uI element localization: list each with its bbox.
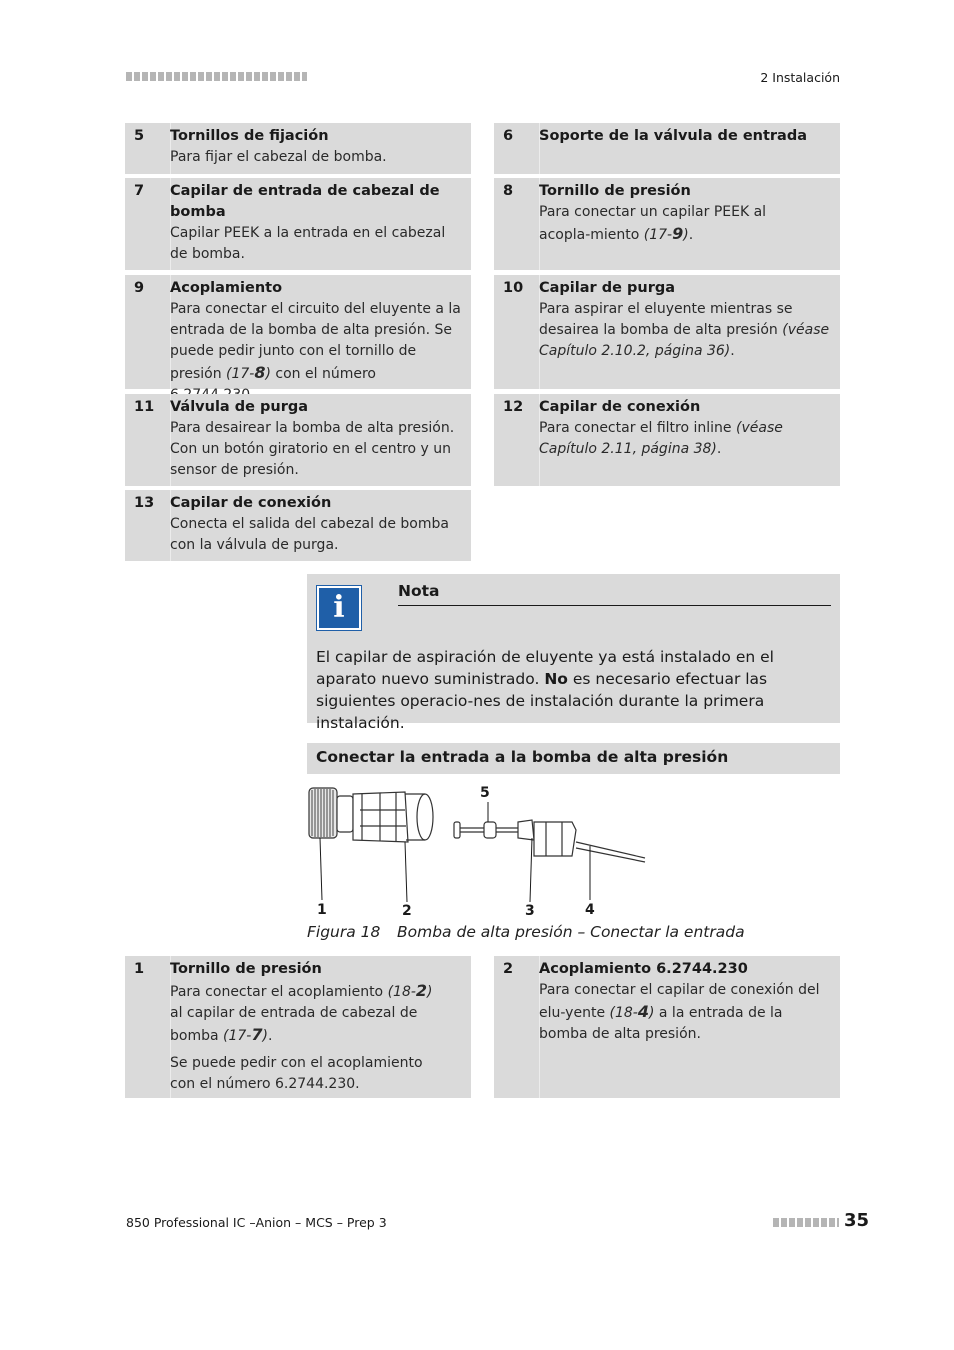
note-body: El capilar de aspiración de eluyente ya está instalado en el aparato nuevo suministrado. No es necesario efectuar las siguientes operacio-nes de instalación durante la primera instalación. xyxy=(316,648,774,732)
legend-item-9 xyxy=(125,275,471,389)
legend-description: Para conectar el acoplamiento (18-2) al capilar de entrada de cabezal de bomba (17-7). xyxy=(170,981,433,1044)
legend-description: Capilar PEEK a la entrada en el cabezal de bomba. xyxy=(170,225,446,262)
legend-title: Tornillos de fijación xyxy=(170,128,329,144)
legend-description: Para conectar el capilar de conexión del elu-yente (18-4) a la entrada de la bomba de alta presión. xyxy=(539,982,820,1042)
legend-title: Acoplamiento 6.2744.230 xyxy=(539,961,748,977)
figure-caption xyxy=(307,923,745,941)
legend-description: Para fijar el cabezal de bomba. xyxy=(170,149,387,165)
legend-item-10 xyxy=(494,275,840,389)
legend-title: Válvula de purga xyxy=(170,399,309,415)
legend-number: 12 xyxy=(503,399,524,415)
legend-title: Soporte de la válvula de entrada xyxy=(539,128,808,144)
legend-number: 9 xyxy=(134,280,145,296)
legend-title: Tornillo de presión xyxy=(170,961,322,977)
legend-description: Para conectar un capilar PEEK al acopla-miento (17-9). xyxy=(539,204,767,243)
note-title: Nota xyxy=(398,582,440,600)
legend-title: Capilar de entrada de cabezal de bomba xyxy=(170,183,440,220)
callout-1: 1 xyxy=(317,902,327,918)
legend-description: Para desairear la bomba de alta presión. Con un botón giratorio en el centro y un sensor de presión. xyxy=(170,420,455,478)
callout-4: 4 xyxy=(585,902,595,918)
legend-item-6 xyxy=(494,123,840,174)
legend-item-13 xyxy=(125,490,471,561)
legend-item-12 xyxy=(494,394,840,486)
legend-item-7 xyxy=(125,178,471,270)
legend-item-8 xyxy=(494,178,840,270)
section-heading xyxy=(307,743,840,774)
legend-number: 13 xyxy=(134,495,155,511)
footer-product: 850 Professional IC –Anion – MCS – Prep 3 xyxy=(126,1215,387,1230)
legend-description: Conecta el salida del cabezal de bomba con la válvula de purga. xyxy=(170,516,449,553)
callout-2: 2 xyxy=(402,903,412,919)
legend-item-b1 xyxy=(125,956,471,1098)
legend-number: 10 xyxy=(503,280,524,296)
legend-title: Acoplamiento xyxy=(170,280,283,296)
pump-inlet-figure xyxy=(300,780,660,925)
legend-number: 11 xyxy=(134,399,155,415)
capillary-drawing xyxy=(454,820,645,862)
legend-title: Capilar de conexión xyxy=(170,495,332,511)
note-box xyxy=(307,574,840,732)
header-section: 2 Instalación xyxy=(760,70,840,85)
legend-item-b2 xyxy=(494,956,840,1098)
legend-number: 7 xyxy=(134,183,145,199)
legend-number: 6 xyxy=(503,128,514,144)
legend-number: 1 xyxy=(134,961,145,977)
info-icon: i xyxy=(316,585,362,631)
pressure-screw-drawing xyxy=(309,788,353,838)
caption-number: Figura 18 xyxy=(307,923,381,941)
callout-5: 5 xyxy=(480,785,490,801)
legend-description-extra: Se puede pedir con el acoplamiento con el número 6.2744.230. xyxy=(170,1055,423,1092)
footer-decoration xyxy=(773,1218,839,1227)
section-title: Conectar la entrada a la bomba de alta presión xyxy=(316,748,729,766)
legend-number: 5 xyxy=(134,128,145,144)
legend-title: Tornillo de presión xyxy=(539,183,691,199)
legend-title: Capilar de purga xyxy=(539,280,676,296)
callout-3: 3 xyxy=(525,903,535,919)
legend-number: 8 xyxy=(503,183,514,199)
caption-text: Bomba de alta presión – Conectar la entrada xyxy=(397,923,745,941)
legend-number: 2 xyxy=(503,961,514,977)
legend-item-5 xyxy=(125,123,471,174)
legend-description: Para aspirar el eluyente mientras se desairea la bomba de alta presión (véase Capítulo 2.10.2, página 36). xyxy=(539,301,830,359)
coupling-drawing xyxy=(353,792,433,842)
legend-description: Para conectar el filtro inline (véase Capítulo 2.11, página 38). xyxy=(539,420,783,457)
legend-title: Capilar de conexión xyxy=(539,399,701,415)
legend-description: Para conectar el circuito del eluyente a la entrada de la bomba de alta presión. Se puede pedir junto con el tornillo de presión (17-8) con el número xyxy=(170,301,461,382)
note-divider xyxy=(398,605,831,606)
page-number: 35 xyxy=(844,1210,870,1231)
legend-item-11 xyxy=(125,394,471,486)
header-decoration xyxy=(126,72,307,81)
